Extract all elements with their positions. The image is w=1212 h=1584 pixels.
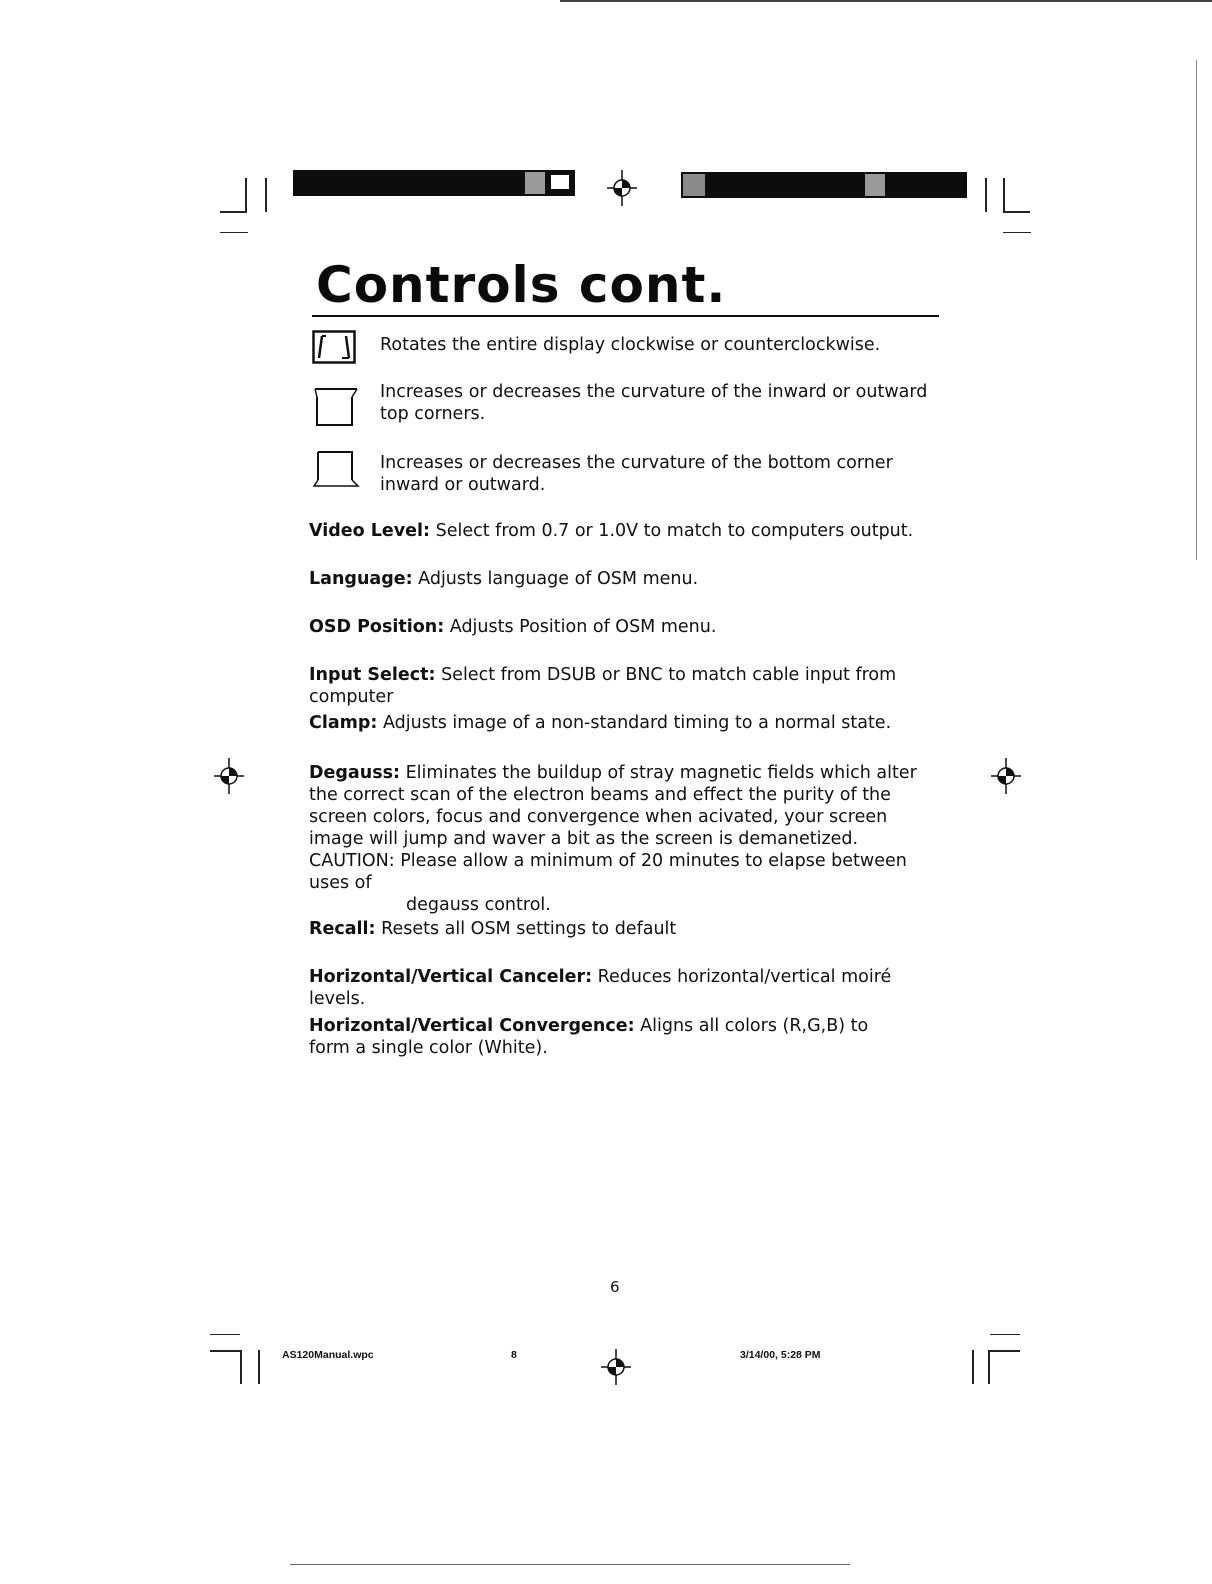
degauss-label: Degauss: bbox=[309, 763, 401, 783]
header-bar-right bbox=[681, 172, 967, 198]
scan-edge-bottom bbox=[290, 1564, 850, 1565]
hv-canceler-text: Reduces horizontal/vertical moiré levels. bbox=[309, 967, 892, 1009]
input-select-label: Input Select: bbox=[309, 665, 436, 685]
degauss-entry bbox=[309, 762, 934, 916]
recall-label: Recall: bbox=[309, 919, 376, 939]
caution-label: CAUTION: bbox=[309, 851, 395, 871]
language-text: Adjusts language of OSM menu. bbox=[412, 569, 699, 589]
clamp-text: Adjusts image of a non-standard timing to a normal state. bbox=[377, 713, 892, 733]
bottom-corner-description: Increases or decreases the curvature of the bottom corner inward or outward. bbox=[380, 453, 893, 495]
registration-mark-top bbox=[607, 170, 637, 206]
top-corner-description: Increases or decreases the curvature of the inward or outward top corners. bbox=[380, 382, 928, 424]
clamp-entry bbox=[309, 712, 939, 734]
registration-mark-right bbox=[991, 758, 1021, 794]
osd-position-text: Adjusts Position of OSM menu. bbox=[444, 617, 717, 637]
video-level-label: Video Level: bbox=[309, 521, 431, 541]
registration-mark-left bbox=[214, 758, 244, 794]
top-corner-icon bbox=[312, 385, 360, 431]
rotation-icon bbox=[312, 330, 356, 364]
scan-edge-top bbox=[560, 0, 1212, 2]
caution-text-continued: degauss control. bbox=[406, 895, 551, 915]
degauss-text: Eliminates the buildup of stray magnetic fields which alter the correct scan of the electron beams and effect the purity of the screen colors, focus and convergence when acivated, your screen image will jump and waver a bit as the screen is demanetized. bbox=[309, 763, 917, 849]
recall-text: Resets all OSM settings to default bbox=[375, 919, 677, 939]
bottom-corner-icon bbox=[312, 450, 360, 492]
video-level-text: Select from 0.7 or 1.0V to match to computers output. bbox=[430, 521, 914, 541]
osd-position-label: OSD Position: bbox=[309, 617, 445, 637]
input-select-text: Select from DSUB or BNC to match cable input from computer bbox=[309, 665, 897, 707]
footer-page: 8 bbox=[511, 1349, 517, 1361]
degauss-caution bbox=[309, 850, 934, 894]
input-select-entry bbox=[309, 664, 939, 708]
hv-canceler-entry bbox=[309, 966, 939, 1010]
page-title: Controls cont. bbox=[316, 256, 727, 314]
video-level-entry bbox=[309, 520, 939, 542]
hv-convergence-entry bbox=[309, 1015, 909, 1059]
header-bar-left bbox=[293, 170, 575, 196]
page-number: 6 bbox=[610, 1278, 620, 1296]
recall-entry bbox=[309, 918, 939, 940]
language-label: Language: bbox=[309, 569, 413, 589]
rotation-description: Rotates the entire display clockwise or counterclockwise. bbox=[380, 335, 881, 355]
language-entry bbox=[309, 568, 939, 590]
hv-convergence-label: Horizontal/Vertical Convergence: bbox=[309, 1016, 635, 1036]
clamp-label: Clamp: bbox=[309, 713, 378, 733]
footer-timestamp: 3/14/00, 5:28 PM bbox=[740, 1349, 821, 1361]
caution-text: Please allow a minimum of 20 minutes to elapse between uses of bbox=[309, 851, 907, 893]
hv-canceler-label: Horizontal/Vertical Canceler: bbox=[309, 967, 593, 987]
registration-mark-bottom bbox=[601, 1349, 631, 1385]
title-underline bbox=[312, 315, 939, 317]
hv-convergence-text: Aligns all colors (R,G,B) to form a single color (White). bbox=[309, 1016, 869, 1058]
osd-position-entry bbox=[309, 616, 939, 638]
footer-filename: AS120Manual.wpc bbox=[282, 1349, 374, 1361]
scan-edge-right bbox=[1196, 60, 1197, 560]
